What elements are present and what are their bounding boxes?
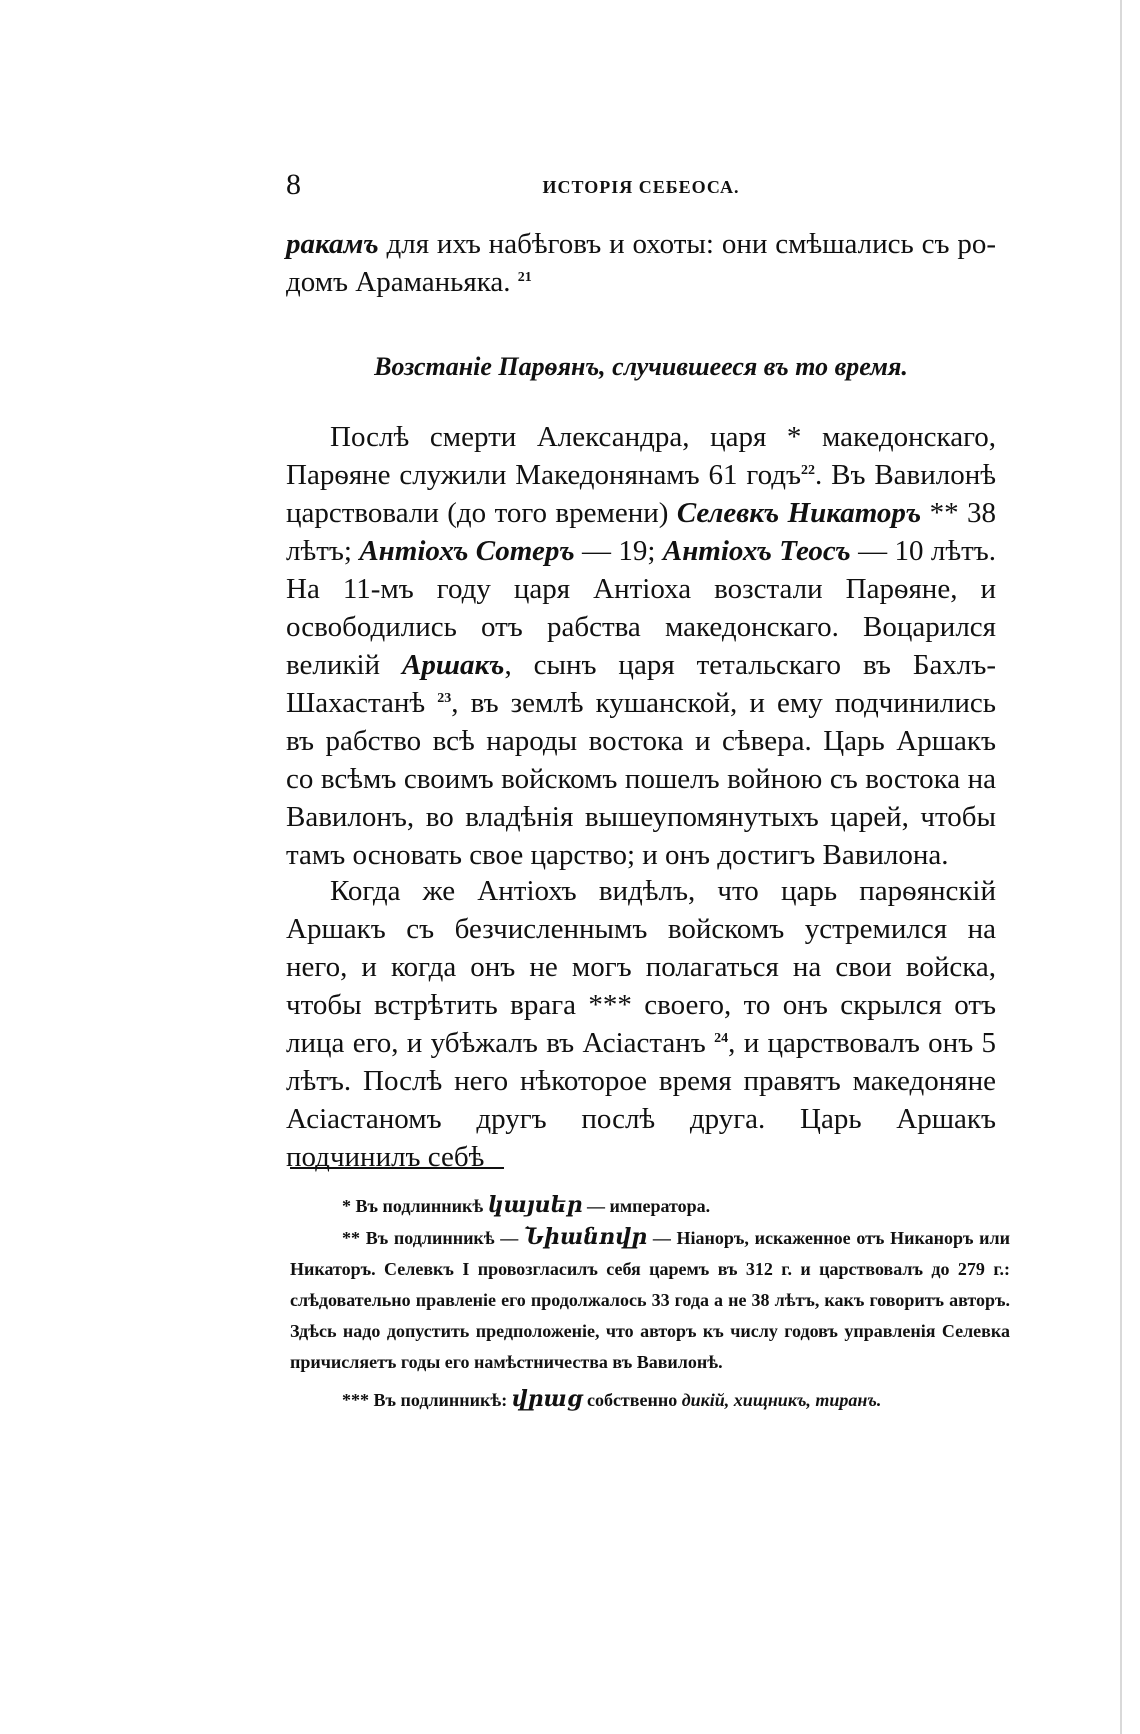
text-span: . Въ Вавилонѣ царствовали (до того времени) [286, 459, 996, 529]
italic-name: Аршакъ [401, 649, 505, 681]
text-span: для ихъ набѣговъ и охоты: они смѣшались съ ро- [378, 228, 996, 260]
text-span: ** 38 лѣтъ; [286, 497, 996, 567]
text-span: домъ Араманьяка. [286, 266, 518, 298]
footnote-text: — Ніаноръ, искаженное отъ Никаноръ или Никаторъ. Селевкъ I провозгласилъ себя царемъ въ 312 г. и царствовалъ до 279 г.: слѣдовательно правленіе его продолжалось 33 года а не 38 лѣтъ, какъ говоритъ авторъ. Здѣсь надо допустить предположеніе, что авторъ къ числу годовъ управленія Селевка причисляетъ годы его намѣстничества въ Вавилонѣ. [290, 1228, 1010, 1372]
text-span: , въ землѣ кушанской, и ему подчинились въ рабство всѣ народы востока и сѣвера. Царь Аршакъ со всѣмъ своимъ войскомъ пошелъ войною съ востока на Вавилонъ, во владѣнія вышеупомянутыхъ царей, чтобы тамъ основать свое царство; и онъ достигъ Вавилона. [286, 687, 996, 871]
footnote [290, 1222, 1010, 1378]
footnote-ref: 24 [714, 1031, 729, 1046]
paragraph [286, 872, 996, 1176]
scan-edge-line [1120, 0, 1122, 1734]
armenian-word: Նիանովր [524, 1224, 648, 1250]
italic-name: Селевкъ Никаторъ [676, 497, 922, 529]
page-header [286, 168, 996, 208]
footnote [290, 1190, 1010, 1222]
armenian-word: վրաց [511, 1386, 583, 1412]
footnote-text: *** Въ подлинникѣ: [342, 1390, 512, 1410]
text-span: , сынъ царя тетальскаго въ Бахлъ-Шахастанѣ [286, 649, 996, 719]
italic-term: дикій, хищникъ, тиранъ. [681, 1390, 882, 1410]
text-span: Послѣ смерти Александра, царя * македонскаго, Парѳяне служили Македонянамъ 61 годъ [286, 421, 996, 491]
footnote [290, 1384, 1010, 1416]
section-heading: Возстаніе Парѳянъ, случившееся въ то время. [374, 352, 908, 381]
footnote-text: собственно [582, 1390, 682, 1410]
italic-term: ракамъ [286, 228, 379, 260]
text-span: Когда же Антіохъ видѣлъ, что царь парѳянскій Аршакъ съ безчисленнымъ войскомъ устремился на него, и когда онъ не могъ полагаться на свои войска, чтобы встрѣтить врага *** своего, то онъ скрылся отъ лица его, и убѣжалъ въ Асіастанъ [286, 875, 996, 1059]
italic-name: Антіохъ Теосъ [662, 535, 851, 567]
paragraph [286, 418, 996, 874]
italic-name: Антіохъ Сотеръ [359, 535, 575, 567]
footnote-ref: 22 [801, 463, 815, 478]
paragraph-line [286, 225, 996, 263]
footnote-text: — императора. [582, 1196, 711, 1216]
footnotes [290, 1190, 1010, 1416]
footnote-text: * Въ подлинникѣ [342, 1196, 488, 1216]
text-span: — 10 лѣтъ. На 11-мъ году царя Антіоха возстали Парѳяне, и освободились отъ рабства македонскаго. Воцарился великій [286, 535, 996, 681]
footnote-ref: 23 [437, 691, 452, 706]
armenian-word: կայսեր [487, 1192, 583, 1218]
text-span: — 19; [574, 535, 663, 567]
page-number: 8 [286, 168, 301, 201]
footnote-divider [290, 1167, 504, 1169]
footnote-ref: 21 [517, 270, 532, 285]
running-title: ИСТОРІЯ СЕБЕОСА. [542, 177, 740, 197]
paragraph-line [286, 263, 996, 301]
text-span: , и царствовалъ онъ 5 лѣтъ. Послѣ него нѣкоторое время правятъ македоняне Асіастаномъ другъ послѣ друга. Царь Аршакъ подчинилъ себѣ [286, 1027, 997, 1173]
paragraph-continuation [286, 225, 996, 301]
footnote-text: ** Въ подлинникѣ — [342, 1228, 525, 1248]
